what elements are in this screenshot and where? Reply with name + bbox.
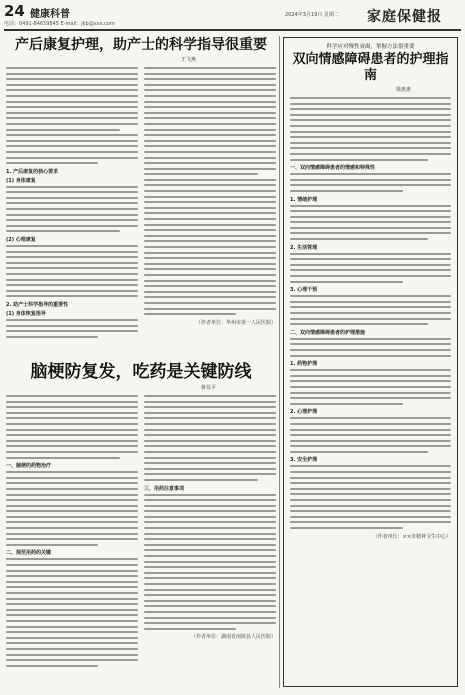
body-text-line xyxy=(290,386,451,388)
article-byline: 梁惠惠 xyxy=(395,87,411,93)
body-text-line xyxy=(6,162,98,164)
body-text-line xyxy=(6,417,138,419)
body-text-line xyxy=(144,123,276,125)
body-text-line xyxy=(144,451,276,453)
body-text-line xyxy=(6,581,138,583)
article-title: 双向情感障碍患者的护理指南 xyxy=(292,52,449,83)
body-text-line xyxy=(290,301,451,303)
body-text-line xyxy=(144,440,276,442)
body-text-line xyxy=(144,302,276,304)
body-text-line xyxy=(6,648,138,650)
body-text-line xyxy=(6,642,138,644)
article-byline: 蒋显平 xyxy=(200,385,216,391)
section-heading: 3. 安全护理 xyxy=(290,457,318,464)
body-text-line xyxy=(144,538,276,540)
body-text-line xyxy=(290,349,451,351)
body-text-line xyxy=(290,465,451,467)
body-text-line xyxy=(290,306,451,308)
body-text-line xyxy=(144,499,276,501)
body-text-line xyxy=(290,147,451,149)
body-text-line xyxy=(144,207,276,209)
body-text-line xyxy=(6,225,138,227)
body-text-line xyxy=(290,173,451,175)
body-text-line xyxy=(6,330,138,332)
body-text-line xyxy=(290,281,403,283)
section-heading: 1. 产后康复的核心要求 xyxy=(6,168,59,175)
body-text-line xyxy=(144,494,276,496)
body-text-line xyxy=(290,179,451,181)
masthead xyxy=(0,0,465,32)
body-text-line xyxy=(144,280,276,282)
body-text-line xyxy=(144,566,276,568)
body-text-line xyxy=(290,119,451,121)
author-affiliation: （作者单位：××市精神卫生中心） xyxy=(372,533,451,540)
body-text-line xyxy=(144,145,276,147)
body-text-line xyxy=(290,471,451,473)
body-text-line xyxy=(144,313,236,315)
body-text-line xyxy=(6,434,138,436)
body-text-line xyxy=(290,210,451,212)
body-text-line xyxy=(290,417,451,419)
body-text-line xyxy=(144,67,276,69)
body-text-line xyxy=(6,290,138,292)
body-text-line xyxy=(290,269,451,271)
body-text-line xyxy=(6,440,138,442)
body-text-line xyxy=(144,572,276,574)
body-text-line xyxy=(6,499,138,501)
body-text-line xyxy=(290,103,451,105)
issue-date: 2024年3月19日 星期二 xyxy=(285,12,339,18)
body-text-line xyxy=(290,375,451,377)
body-text-line xyxy=(6,101,138,103)
body-text-line xyxy=(6,412,138,414)
body-text-line xyxy=(144,308,276,310)
body-text-line xyxy=(144,445,276,447)
body-text-line xyxy=(6,586,138,588)
body-text-line xyxy=(6,295,138,297)
body-text-line xyxy=(290,114,451,116)
body-text-line xyxy=(290,97,451,99)
body-text-line xyxy=(6,336,98,338)
body-text-line xyxy=(6,406,138,408)
body-text-line xyxy=(144,549,276,551)
article-column xyxy=(6,67,138,341)
body-text-line xyxy=(144,622,276,624)
body-text-line xyxy=(6,614,138,616)
body-text-line xyxy=(290,221,451,223)
body-text-line xyxy=(290,380,451,382)
article-column xyxy=(144,395,276,670)
body-text-line xyxy=(144,462,276,464)
body-text-line xyxy=(6,533,138,535)
body-text-line xyxy=(290,423,451,425)
body-text-line xyxy=(290,253,451,255)
column-divider xyxy=(279,36,280,688)
body-text-line xyxy=(290,355,451,357)
body-text-line xyxy=(6,78,138,80)
body-text-line xyxy=(6,95,138,97)
body-text-line xyxy=(6,401,138,403)
body-text-line xyxy=(6,570,138,572)
body-text-line xyxy=(144,95,276,97)
author-affiliation: （作者单位：华州市第一人民医院） xyxy=(195,319,276,326)
body-text-line xyxy=(290,131,451,133)
body-text-line xyxy=(144,434,276,436)
body-text-line xyxy=(144,527,276,529)
body-text-line xyxy=(6,488,138,490)
body-text-line xyxy=(144,240,276,242)
body-text-line xyxy=(144,117,276,119)
section-heading: 二、双向情感障碍患者的护理措施 xyxy=(290,329,366,336)
body-text-line xyxy=(290,125,451,127)
article-column xyxy=(6,395,138,670)
body-text-line xyxy=(144,129,276,131)
body-text-line xyxy=(290,338,451,340)
body-text-line xyxy=(144,274,276,276)
body-text-line xyxy=(6,197,138,199)
body-text-line xyxy=(6,598,138,600)
body-text-line xyxy=(6,267,138,269)
body-text-line xyxy=(144,140,276,142)
body-text-line xyxy=(6,603,138,605)
body-text-line xyxy=(6,564,138,566)
body-text-line xyxy=(6,157,138,159)
body-text-line xyxy=(144,510,276,512)
body-text-line xyxy=(144,577,276,579)
article-stroke-prevention xyxy=(6,362,276,690)
body-text-line xyxy=(290,232,451,234)
body-text-line xyxy=(6,284,138,286)
body-text-line xyxy=(144,628,236,630)
body-text-line xyxy=(290,493,451,495)
section-heading: (1) 身体恢复指导 xyxy=(6,310,46,317)
article-byline: 王飞燕 xyxy=(180,57,196,63)
body-text-line xyxy=(6,186,138,188)
body-text-line xyxy=(6,123,138,125)
section-heading: (1) 身体康复 xyxy=(6,177,36,184)
article-title: 产后康复护理，助产士的科学指导很重要 xyxy=(15,37,267,53)
body-text-line xyxy=(6,279,138,281)
body-text-line xyxy=(144,173,258,175)
section-heading: 二、规范用药的关键 xyxy=(6,550,52,557)
body-text-line xyxy=(144,201,276,203)
body-text-line xyxy=(6,538,138,540)
body-text-line xyxy=(6,429,138,431)
body-text-line xyxy=(290,510,451,512)
body-text-line xyxy=(144,555,276,557)
body-text-line xyxy=(144,78,276,80)
body-text-line xyxy=(6,471,138,473)
body-text-line xyxy=(144,106,276,108)
body-text-line xyxy=(6,626,138,628)
body-text-line xyxy=(6,140,138,142)
body-text-line xyxy=(144,168,276,170)
body-text-line xyxy=(144,583,276,585)
body-text-line xyxy=(6,106,138,108)
body-text-line xyxy=(6,477,138,479)
body-text-line xyxy=(290,136,451,138)
body-text-line xyxy=(144,235,276,237)
body-text-line xyxy=(144,73,276,75)
body-text-line xyxy=(6,482,138,484)
body-text-line xyxy=(6,325,138,327)
body-text-line xyxy=(6,451,138,453)
body-text-line xyxy=(144,412,276,414)
body-text-line xyxy=(6,665,98,667)
body-text-line xyxy=(6,445,138,447)
body-text-line xyxy=(144,594,276,596)
body-text-line xyxy=(290,205,451,207)
body-text-line xyxy=(144,611,276,613)
body-text-line xyxy=(144,224,276,226)
article-column xyxy=(290,97,451,540)
body-text-line xyxy=(6,457,120,459)
article-bipolar-care xyxy=(283,37,458,687)
body-text-line xyxy=(144,218,276,220)
body-text-line xyxy=(144,268,276,270)
body-text-line xyxy=(6,654,138,656)
body-text-line xyxy=(290,153,451,155)
body-text-line xyxy=(6,230,120,232)
body-text-line xyxy=(144,395,276,397)
body-text-line xyxy=(290,227,451,229)
section-heading: 1. 情绪护理 xyxy=(290,196,318,203)
body-text-line xyxy=(6,637,138,639)
body-text-line xyxy=(6,151,138,153)
body-text-line xyxy=(144,457,276,459)
body-text-line xyxy=(290,392,451,394)
body-text-line xyxy=(290,445,451,447)
author-affiliation: （作者单位：湖南省南陵县人民医院） xyxy=(190,634,276,641)
body-text-line xyxy=(6,319,138,321)
body-text-line xyxy=(290,184,451,186)
body-text-line xyxy=(290,369,451,371)
body-text-line xyxy=(144,134,276,136)
body-text-line xyxy=(6,505,138,507)
section-heading: 一、脑梗的药物治疗 xyxy=(6,463,52,470)
body-text-line xyxy=(6,631,138,633)
newspaper-brand: 家庭保健报 xyxy=(367,9,442,25)
body-text-line xyxy=(6,145,138,147)
body-text-line xyxy=(6,256,138,258)
body-text-line xyxy=(144,473,276,475)
body-text-line xyxy=(144,89,276,91)
section-heading: 2. 生活管理 xyxy=(290,244,318,251)
page-number: 24 xyxy=(4,2,25,20)
body-text-line xyxy=(290,516,451,518)
body-text-line xyxy=(6,527,138,529)
section-heading: 2. 心理护理 xyxy=(290,409,318,416)
section-name: 健康科普 xyxy=(30,9,70,20)
body-text-line xyxy=(290,264,451,266)
body-text-line xyxy=(144,151,276,153)
body-text-line xyxy=(144,479,258,481)
body-text-line xyxy=(144,296,276,298)
body-text-line xyxy=(144,600,276,602)
body-text-line xyxy=(290,216,451,218)
body-text-line xyxy=(290,440,451,442)
body-text-line xyxy=(290,397,451,399)
body-text-line xyxy=(6,620,138,622)
body-text-line xyxy=(144,184,276,186)
body-text-line xyxy=(6,112,138,114)
body-text-line xyxy=(144,505,276,507)
body-text-line xyxy=(144,417,276,419)
body-text-line xyxy=(290,142,451,144)
masthead-rule xyxy=(4,29,461,31)
article-columns xyxy=(6,395,276,670)
body-text-line xyxy=(6,117,138,119)
body-text-line xyxy=(290,505,451,507)
body-text-line xyxy=(144,196,276,198)
body-text-line xyxy=(6,214,138,216)
body-text-line xyxy=(6,575,138,577)
body-text-line xyxy=(290,318,451,320)
body-text-line xyxy=(290,295,451,297)
section-heading: 1. 药物护理 xyxy=(290,361,318,368)
body-text-line xyxy=(6,659,138,661)
body-text-line xyxy=(144,516,276,518)
body-text-line xyxy=(290,482,451,484)
body-text-line xyxy=(144,190,276,192)
body-text-line xyxy=(290,403,403,405)
body-text-line xyxy=(290,451,428,453)
body-text-line xyxy=(144,112,276,114)
body-text-line xyxy=(144,157,276,159)
body-text-line xyxy=(6,219,138,221)
body-text-line xyxy=(290,521,451,523)
body-text-line xyxy=(144,521,276,523)
body-text-line xyxy=(144,263,276,265)
body-text-line xyxy=(144,101,276,103)
body-text-line xyxy=(6,245,138,247)
section-heading: 3. 心理干预 xyxy=(290,287,318,294)
article-column xyxy=(144,67,276,341)
body-text-line xyxy=(144,605,276,607)
body-text-line xyxy=(6,395,138,397)
body-text-line xyxy=(144,533,276,535)
article-title: 脑梗防复发，吃药是关键防线 xyxy=(30,362,252,382)
body-text-line xyxy=(144,162,276,164)
contact-line: 电话：0491-84659845 E-mail：jkb@xxx.com xyxy=(4,21,115,27)
body-text-line xyxy=(144,179,276,181)
body-text-line xyxy=(6,592,138,594)
body-text-line xyxy=(6,521,138,523)
body-text-line xyxy=(290,159,428,161)
body-text-line xyxy=(6,423,138,425)
body-text-line xyxy=(290,343,451,345)
body-text-line xyxy=(6,191,138,193)
body-text-line xyxy=(144,468,276,470)
body-text-line xyxy=(290,312,451,314)
body-text-line xyxy=(144,401,276,403)
body-text-line xyxy=(290,434,451,436)
body-text-line xyxy=(144,544,276,546)
body-text-line xyxy=(290,429,451,431)
body-text-line xyxy=(144,291,276,293)
body-text-line xyxy=(290,238,428,240)
article-kicker: 科学应对慢性衰竭，掌握方法很重要 xyxy=(326,44,415,50)
body-text-line xyxy=(144,589,276,591)
body-text-line xyxy=(144,561,276,563)
body-text-line xyxy=(6,208,138,210)
body-text-line xyxy=(6,273,138,275)
body-text-line xyxy=(144,246,276,248)
body-text-line xyxy=(6,67,138,69)
body-text-line xyxy=(290,488,451,490)
body-text-line xyxy=(144,229,276,231)
body-text-line xyxy=(6,609,138,611)
article-postpartum-care xyxy=(6,36,276,354)
body-text-line xyxy=(290,108,451,110)
body-text-line xyxy=(144,257,276,259)
body-text-line xyxy=(6,494,138,496)
body-text-line xyxy=(6,202,138,204)
body-text-line xyxy=(6,558,138,560)
section-heading: 三、用药注意事项 xyxy=(144,485,185,492)
body-text-line xyxy=(144,285,276,287)
body-text-line xyxy=(144,617,276,619)
body-text-line xyxy=(144,212,276,214)
body-text-line xyxy=(144,423,276,425)
body-text-line xyxy=(6,251,138,253)
body-text-line xyxy=(290,323,428,325)
body-text-line xyxy=(6,510,138,512)
body-text-line xyxy=(144,406,276,408)
body-text-line xyxy=(6,73,138,75)
section-heading: 2. 助产士科学指导的重要性 xyxy=(6,301,69,308)
body-text-line xyxy=(144,252,276,254)
body-text-line xyxy=(290,275,451,277)
body-text-line xyxy=(6,516,138,518)
article-columns xyxy=(6,67,276,341)
body-text-line xyxy=(144,84,276,86)
body-text-line xyxy=(6,84,138,86)
body-text-line xyxy=(6,134,138,136)
body-text-line xyxy=(6,544,98,546)
body-text-line xyxy=(290,527,403,529)
body-text-line xyxy=(290,477,451,479)
body-text-line xyxy=(290,190,403,192)
body-text-line xyxy=(6,89,138,91)
section-heading: (2) 心理康复 xyxy=(6,237,36,244)
body-text-line xyxy=(6,262,138,264)
body-text-line xyxy=(290,258,451,260)
body-text-line xyxy=(144,429,276,431)
body-text-line xyxy=(290,499,451,501)
section-heading: 一、双向情感障碍患者的情感和特殊性 xyxy=(290,165,376,172)
body-text-line xyxy=(6,129,120,131)
